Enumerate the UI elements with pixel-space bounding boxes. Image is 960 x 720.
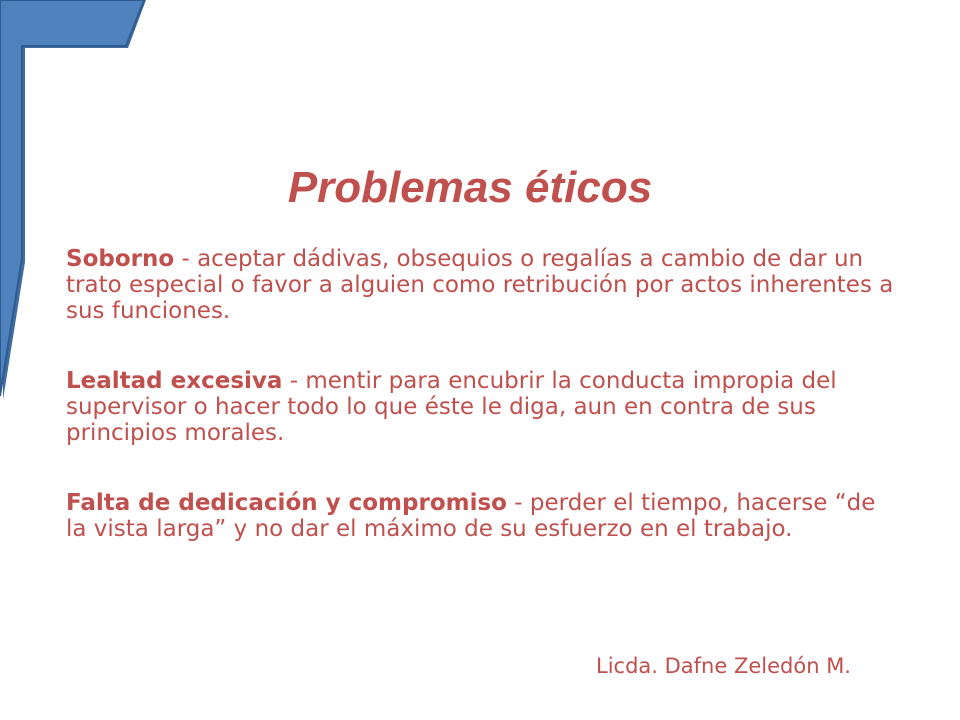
item-text: - aceptar dádivas, obsequios o regalías a cambio de dar un trato especial o favor a alguien como retribución por actos inherentes a sus funciones.	[66, 246, 894, 324]
item-lealtad-excesiva	[66, 368, 896, 446]
item-text: - perder el tiempo, hacerse “de la vista larga” y no dar el máximo de su esfuerzo en el trabajo.	[66, 490, 876, 542]
item-term: Soborno	[66, 246, 175, 272]
item-term: Lealtad excesiva	[66, 368, 283, 394]
item-falta-de-dedicacion	[66, 490, 896, 542]
item-text: - mentir para encubrir la conducta impropia del supervisor o hacer todo lo que éste le diga, aun en contra de sus principios morales.	[66, 368, 837, 446]
author-signature: Licda. Dafne Zeledón M.	[596, 654, 851, 678]
item-term: Falta de dedicación y compromiso	[66, 490, 507, 516]
item-soborno	[66, 246, 896, 324]
slide-title: Problemas éticos	[287, 163, 653, 212]
slide-body	[66, 246, 896, 586]
